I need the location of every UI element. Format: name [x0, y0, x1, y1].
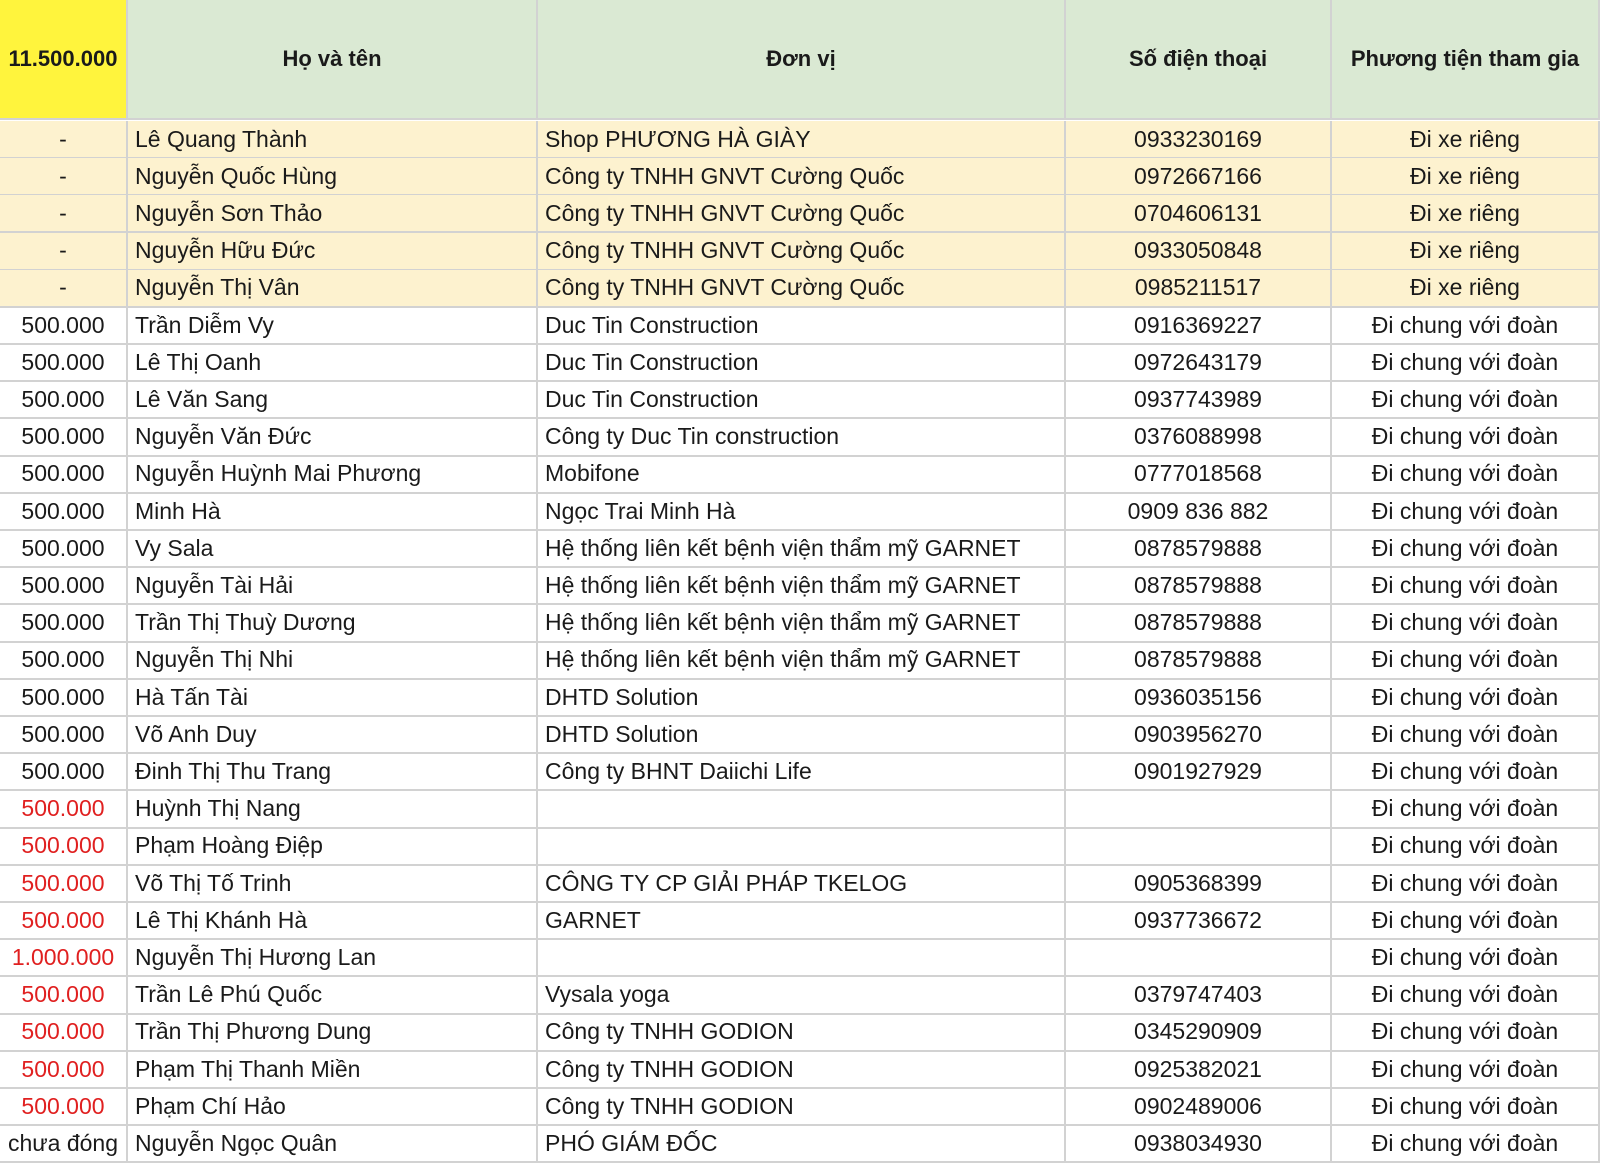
amount-cell[interactable]: 500.000 — [0, 791, 128, 829]
amount-cell[interactable]: 500.000 — [0, 828, 128, 866]
mode-cell[interactable]: Đi xe riêng — [1332, 158, 1600, 196]
unit-cell[interactable]: Công ty TNHH GNVT Cường Quốc — [538, 233, 1066, 271]
phone-cell[interactable]: 0933050848 — [1066, 233, 1332, 271]
amount-cell[interactable]: 500.000 — [0, 642, 128, 680]
unit-cell[interactable] — [538, 939, 1066, 977]
unit-cell[interactable]: Mobifone — [538, 456, 1066, 494]
phone-cell[interactable]: 0901927929 — [1066, 753, 1332, 791]
amount-cell[interactable]: 500.000 — [0, 902, 128, 940]
amount-cell[interactable]: 500.000 — [0, 530, 128, 568]
unit-cell[interactable]: PHÓ GIÁM ĐỐC — [538, 1125, 1066, 1163]
header-unit-cell[interactable]: Đơn vị — [538, 0, 1066, 120]
phone-cell[interactable]: 0937743989 — [1066, 381, 1332, 419]
mode-cell[interactable]: Đi chung với đoàn — [1332, 753, 1600, 791]
header-mode-cell[interactable]: Phương tiện tham gia — [1332, 0, 1600, 120]
name-cell[interactable]: Nguyễn Quốc Hùng — [128, 158, 538, 196]
header-phone-cell[interactable]: Số điện thoại — [1066, 0, 1332, 120]
name-cell[interactable]: Lê Thị Oanh — [128, 344, 538, 382]
mode-cell[interactable]: Đi chung với đoàn — [1332, 1125, 1600, 1163]
phone-cell[interactable] — [1066, 791, 1332, 829]
unit-cell[interactable]: Duc Tin Construction — [538, 344, 1066, 382]
phone-cell[interactable]: 0345290909 — [1066, 1014, 1332, 1052]
name-cell[interactable]: Minh Hà — [128, 493, 538, 531]
phone-cell[interactable]: 0777018568 — [1066, 456, 1332, 494]
phone-cell[interactable] — [1066, 828, 1332, 866]
name-cell[interactable]: Nguyễn Tài Hải — [128, 567, 538, 605]
phone-cell[interactable]: 0972643179 — [1066, 344, 1332, 382]
mode-cell[interactable]: Đi chung với đoàn — [1332, 307, 1600, 345]
phone-cell[interactable]: 0909 836 882 — [1066, 493, 1332, 531]
unit-cell[interactable]: Hệ thống liên kết bệnh viện thẩm mỹ GARNET — [538, 605, 1066, 643]
phone-cell[interactable]: 0704606131 — [1066, 195, 1332, 233]
amount-cell[interactable]: - — [0, 121, 128, 159]
name-cell[interactable]: Trần Lê Phú Quốc — [128, 977, 538, 1015]
mode-cell[interactable]: Đi chung với đoàn — [1332, 381, 1600, 419]
mode-cell[interactable]: Đi chung với đoàn — [1332, 567, 1600, 605]
unit-cell[interactable]: Công ty TNHH GODION — [538, 1088, 1066, 1126]
unit-cell[interactable]: Hệ thống liên kết bệnh viện thẩm mỹ GARNET — [538, 530, 1066, 568]
mode-cell[interactable]: Đi chung với đoàn — [1332, 939, 1600, 977]
phone-cell[interactable]: 0937736672 — [1066, 902, 1332, 940]
unit-cell[interactable]: Hệ thống liên kết bệnh viện thẩm mỹ GARNET — [538, 642, 1066, 680]
mode-cell[interactable]: Đi chung với đoàn — [1332, 679, 1600, 717]
mode-cell[interactable]: Đi xe riêng — [1332, 233, 1600, 271]
name-cell[interactable]: Nguyễn Hữu Đức — [128, 233, 538, 271]
amount-cell[interactable]: 500.000 — [0, 753, 128, 791]
name-cell[interactable]: Nguyễn Thị Vân — [128, 270, 538, 308]
header-name-cell[interactable]: Họ và tên — [128, 0, 538, 120]
phone-cell[interactable]: 0925382021 — [1066, 1051, 1332, 1089]
mode-cell[interactable]: Đi chung với đoàn — [1332, 902, 1600, 940]
name-cell[interactable]: Nguyễn Văn Đức — [128, 419, 538, 457]
amount-cell[interactable]: 500.000 — [0, 456, 128, 494]
header-total-cell[interactable]: 11.500.000 — [0, 0, 128, 120]
name-cell[interactable]: Trần Thị Thuỳ Dương — [128, 605, 538, 643]
mode-cell[interactable]: Đi chung với đoàn — [1332, 605, 1600, 643]
mode-cell[interactable]: Đi chung với đoàn — [1332, 344, 1600, 382]
name-cell[interactable]: Nguyễn Thị Hương Lan — [128, 939, 538, 977]
unit-cell[interactable]: CÔNG TY CP GIẢI PHÁP TKELOG — [538, 865, 1066, 903]
phone-cell[interactable]: 0379747403 — [1066, 977, 1332, 1015]
name-cell[interactable]: Hà Tấn Tài — [128, 679, 538, 717]
name-cell[interactable]: Nguyễn Sơn Thảo — [128, 195, 538, 233]
name-cell[interactable]: Lê Thị Khánh Hà — [128, 902, 538, 940]
amount-cell[interactable]: - — [0, 195, 128, 233]
amount-cell[interactable]: 500.000 — [0, 977, 128, 1015]
mode-cell[interactable]: Đi chung với đoàn — [1332, 1088, 1600, 1126]
unit-cell[interactable]: Công ty BHNT Daiichi Life — [538, 753, 1066, 791]
phone-cell[interactable]: 0878579888 — [1066, 530, 1332, 568]
phone-cell[interactable]: 0985211517 — [1066, 270, 1332, 308]
mode-cell[interactable]: Đi chung với đoàn — [1332, 1051, 1600, 1089]
phone-cell[interactable]: 0878579888 — [1066, 642, 1332, 680]
unit-cell[interactable] — [538, 828, 1066, 866]
unit-cell[interactable]: Công ty TNHH GNVT Cường Quốc — [538, 195, 1066, 233]
phone-cell[interactable]: 0972667166 — [1066, 158, 1332, 196]
unit-cell[interactable]: Công ty TNHH GODION — [538, 1051, 1066, 1089]
amount-cell[interactable]: 500.000 — [0, 344, 128, 382]
amount-cell[interactable]: 500.000 — [0, 381, 128, 419]
mode-cell[interactable]: Đi chung với đoàn — [1332, 716, 1600, 754]
amount-cell[interactable]: chưa đóng — [0, 1125, 128, 1163]
name-cell[interactable]: Nguyễn Ngọc Quân — [128, 1125, 538, 1163]
mode-cell[interactable]: Đi chung với đoàn — [1332, 1014, 1600, 1052]
amount-cell[interactable]: - — [0, 233, 128, 271]
amount-cell[interactable]: - — [0, 270, 128, 308]
amount-cell[interactable]: 500.000 — [0, 1014, 128, 1052]
phone-cell[interactable]: 0902489006 — [1066, 1088, 1332, 1126]
phone-cell[interactable]: 0376088998 — [1066, 419, 1332, 457]
mode-cell[interactable]: Đi chung với đoàn — [1332, 530, 1600, 568]
unit-cell[interactable]: Duc Tin Construction — [538, 307, 1066, 345]
amount-cell[interactable]: 500.000 — [0, 679, 128, 717]
mode-cell[interactable]: Đi xe riêng — [1332, 270, 1600, 308]
name-cell[interactable]: Phạm Thị Thanh Miền — [128, 1051, 538, 1089]
unit-cell[interactable]: Công ty Duc Tin construction — [538, 419, 1066, 457]
unit-cell[interactable] — [538, 791, 1066, 829]
amount-cell[interactable]: 500.000 — [0, 307, 128, 345]
amount-cell[interactable]: 500.000 — [0, 567, 128, 605]
mode-cell[interactable]: Đi chung với đoàn — [1332, 493, 1600, 531]
name-cell[interactable]: Trần Diễm Vy — [128, 307, 538, 345]
mode-cell[interactable]: Đi chung với đoàn — [1332, 642, 1600, 680]
phone-cell[interactable]: 0936035156 — [1066, 679, 1332, 717]
unit-cell[interactable]: Hệ thống liên kết bệnh viện thẩm mỹ GARNET — [538, 567, 1066, 605]
unit-cell[interactable]: Shop PHƯƠNG HÀ GIÀY — [538, 121, 1066, 159]
amount-cell[interactable]: 500.000 — [0, 716, 128, 754]
name-cell[interactable]: Nguyễn Huỳnh Mai Phương — [128, 456, 538, 494]
name-cell[interactable]: Vy Sala — [128, 530, 538, 568]
amount-cell[interactable]: 500.000 — [0, 1088, 128, 1126]
mode-cell[interactable]: Đi chung với đoàn — [1332, 977, 1600, 1015]
amount-cell[interactable]: 500.000 — [0, 493, 128, 531]
amount-cell[interactable]: - — [0, 158, 128, 196]
name-cell[interactable]: Lê Quang Thành — [128, 121, 538, 159]
unit-cell[interactable]: Công ty TNHH GODION — [538, 1014, 1066, 1052]
name-cell[interactable]: Trần Thị Phương Dung — [128, 1014, 538, 1052]
phone-cell[interactable]: 0933230169 — [1066, 121, 1332, 159]
amount-cell[interactable]: 500.000 — [0, 605, 128, 643]
phone-cell[interactable]: 0938034930 — [1066, 1125, 1332, 1163]
unit-cell[interactable]: Duc Tin Construction — [538, 381, 1066, 419]
unit-cell[interactable]: Vysala yoga — [538, 977, 1066, 1015]
name-cell[interactable]: Võ Thị Tố Trinh — [128, 865, 538, 903]
phone-cell[interactable]: 0916369227 — [1066, 307, 1332, 345]
name-cell[interactable]: Lê Văn Sang — [128, 381, 538, 419]
mode-cell[interactable]: Đi chung với đoàn — [1332, 791, 1600, 829]
name-cell[interactable]: Huỳnh Thị Nang — [128, 791, 538, 829]
name-cell[interactable]: Phạm Chí Hảo — [128, 1088, 538, 1126]
name-cell[interactable]: Đinh Thị Thu Trang — [128, 753, 538, 791]
phone-cell[interactable]: 0905368399 — [1066, 865, 1332, 903]
mode-cell[interactable]: Đi chung với đoàn — [1332, 456, 1600, 494]
unit-cell[interactable]: DHTD Solution — [538, 716, 1066, 754]
mode-cell[interactable]: Đi chung với đoàn — [1332, 865, 1600, 903]
phone-cell[interactable]: 0878579888 — [1066, 605, 1332, 643]
amount-cell[interactable]: 500.000 — [0, 1051, 128, 1089]
phone-cell[interactable]: 0878579888 — [1066, 567, 1332, 605]
mode-cell[interactable]: Đi xe riêng — [1332, 121, 1600, 159]
unit-cell[interactable]: DHTD Solution — [538, 679, 1066, 717]
unit-cell[interactable]: Ngọc Trai Minh Hà — [538, 493, 1066, 531]
name-cell[interactable]: Nguyễn Thị Nhi — [128, 642, 538, 680]
mode-cell[interactable]: Đi chung với đoàn — [1332, 419, 1600, 457]
mode-cell[interactable]: Đi xe riêng — [1332, 195, 1600, 233]
amount-cell[interactable]: 1.000.000 — [0, 939, 128, 977]
unit-cell[interactable]: GARNET — [538, 902, 1066, 940]
phone-cell[interactable]: 0903956270 — [1066, 716, 1332, 754]
amount-cell[interactable]: 500.000 — [0, 419, 128, 457]
unit-cell[interactable]: Công ty TNHH GNVT Cường Quốc — [538, 158, 1066, 196]
amount-cell[interactable]: 500.000 — [0, 865, 128, 903]
unit-cell[interactable]: Công ty TNHH GNVT Cường Quốc — [538, 270, 1066, 308]
name-cell[interactable]: Võ Anh Duy — [128, 716, 538, 754]
name-cell[interactable]: Phạm Hoàng Điệp — [128, 828, 538, 866]
mode-cell[interactable]: Đi chung với đoàn — [1332, 828, 1600, 866]
phone-cell[interactable] — [1066, 939, 1332, 977]
